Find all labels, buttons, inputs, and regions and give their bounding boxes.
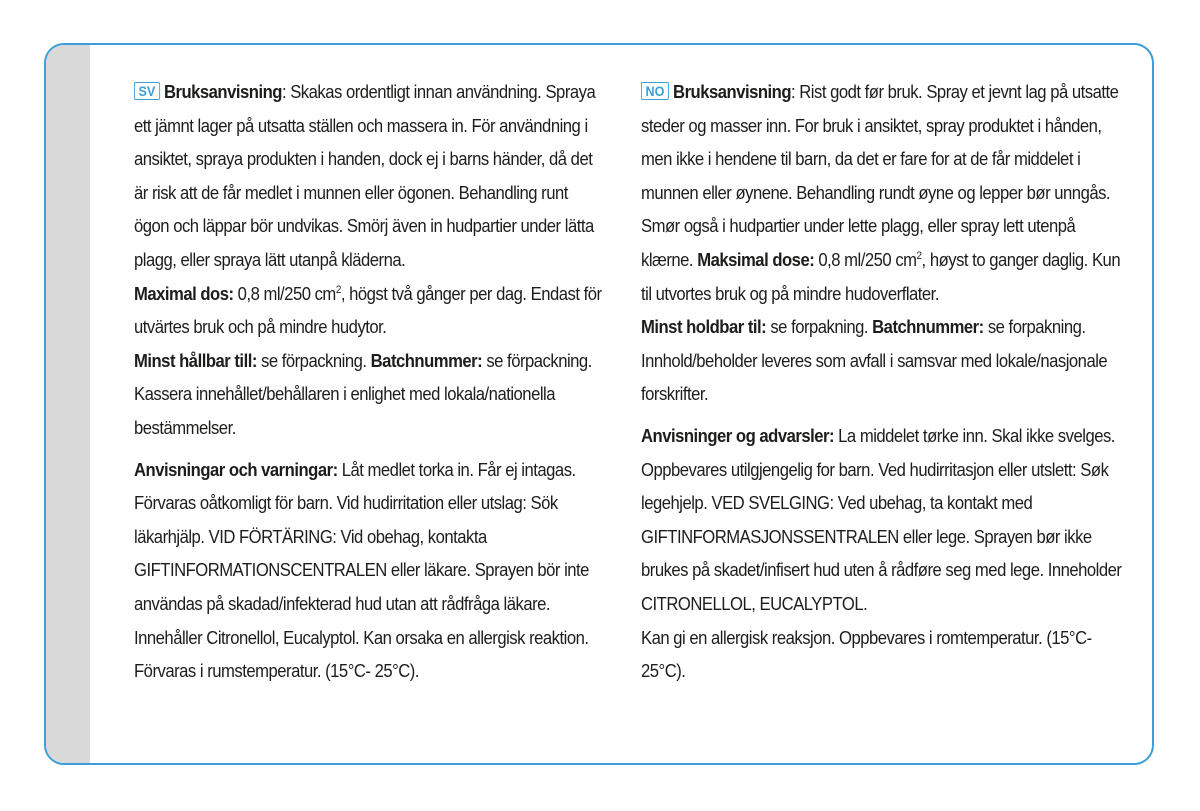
no-bestbefore-text: se forpakning. xyxy=(766,316,873,338)
no-dose-superscript: 2 xyxy=(916,249,922,262)
no-bestbefore-heading: Minst holdbar til: xyxy=(641,316,767,338)
sv-bestbefore-heading: Minst hållbar till: xyxy=(134,349,257,371)
side-strip xyxy=(46,45,90,763)
norwegian-column xyxy=(641,75,1123,688)
no-batch-heading: Batchnummer: xyxy=(872,316,984,338)
no-batch-text: se forpakning. Innhold/beholder leveres som avfall i samsvar med lokale/nasjonale forskrifter. xyxy=(641,316,1108,405)
sv-dose-heading: Maximal dos: xyxy=(134,282,234,304)
no-dose-text-b: , høyst to ganger daglig. Kun til utvortes bruk og på mindre hudoverflater. xyxy=(641,248,1121,304)
sv-dose-text-a: 0,8 ml/250 cm xyxy=(233,282,336,304)
sv-warnings-heading: Anvisningar och varningar: xyxy=(134,458,338,480)
no-dose-heading: Maksimal dose: xyxy=(697,248,815,270)
sv-language-badge: SV xyxy=(134,82,160,100)
sv-dose-paragraph xyxy=(134,277,602,344)
swedish-column xyxy=(134,75,602,688)
no-storage-paragraph xyxy=(641,310,1123,411)
sv-dose-superscript: 2 xyxy=(335,283,341,296)
no-warnings-text: La middelet tørke inn. Skal ikke svelges. Oppbevares utilgjengelig for barn. Ved hudirritasjon eller utslett: Søk legehjelp. VED SVELGING: Ved ubehag, ta kontakt med GIFTINFORMASJONSSENTRALEN eller lege. Sprayen bør ikke brukes på skadet/infisert hud uten å rådføre seg med lege. Inneholder CITRONELLOL, EUCALYPTOL. Kan gi en allergisk reaksjon. Oppbevares i romtemperatur. (15°C- 25°C). xyxy=(641,424,1122,682)
no-usage-text: : Rist godt før bruk. Spray et jevnt lag på utsatte steder og masser inn. For bruk i ansiktet, spray produktet i hånden, men ikke i hendene til barn, da det er fare for at de får middelet i munnen eller øynene. Behandling rundt øyne og lepper bør unngås. Smør også i hudpartier under lette plagg, eller spray lett utenpå klærne. xyxy=(641,81,1119,270)
no-warnings-paragraph xyxy=(641,419,1123,688)
sv-storage-paragraph xyxy=(134,344,602,445)
no-warnings-heading: Anvisninger og advarsler: xyxy=(641,424,835,446)
no-language-badge: NO xyxy=(641,82,669,100)
sv-warnings-text: Låt medlet torka in. Får ej intagas. Förvaras oåtkomligt för barn. Vid hudirritation eller utslag: Sök läkarhjälp. VID FÖRTÄRING: Vid obehag, kontakta GIFTINFORMATIONSCENTRALEN eller läkare. Sprayen bör inte användas på skadad/infekterad hud utan att rådfråga läkare. Innehåller Citronellol, Eucalyptol. Kan orsaka en allergisk reaktion. Förvaras i rumstemperatur. (15°C- 25°C). xyxy=(134,458,589,682)
sv-bestbefore-text: se förpackning. xyxy=(256,349,371,371)
sv-usage-paragraph xyxy=(134,75,602,277)
sv-batch-heading: Batchnummer: xyxy=(370,349,483,371)
no-usage-paragraph xyxy=(641,75,1123,310)
sv-warnings-paragraph xyxy=(134,453,602,688)
no-usage-heading: Bruksanvisning xyxy=(673,81,792,102)
sv-usage-heading: Bruksanvisning xyxy=(163,81,282,102)
sv-usage-text: : Skakas ordentligt innan användning. Spraya ett jämnt lager på utsatta ställen och massera in. För användning i ansiktet, spraya produkten i handen, dock ej i barns händer, då det är risk att de får medlet i munnen eller ögonen. Behandling runt ögon och läppar bör undvikas. Smörj även in hudpartier under lätta plagg, eller spraya lätt utanpå kläderna. xyxy=(134,81,596,270)
no-dose-text-a: 0,8 ml/250 cm xyxy=(814,248,917,270)
sv-dose-text-b: , högst två gånger per dag. Endast för utvärtes bruk och på mindre hudytor. xyxy=(134,282,602,338)
sv-batch-text: se förpackning. Kassera innehållet/behållaren i enlighet med lokala/nationella bestämmelser. xyxy=(134,349,592,438)
label-card xyxy=(44,43,1154,765)
